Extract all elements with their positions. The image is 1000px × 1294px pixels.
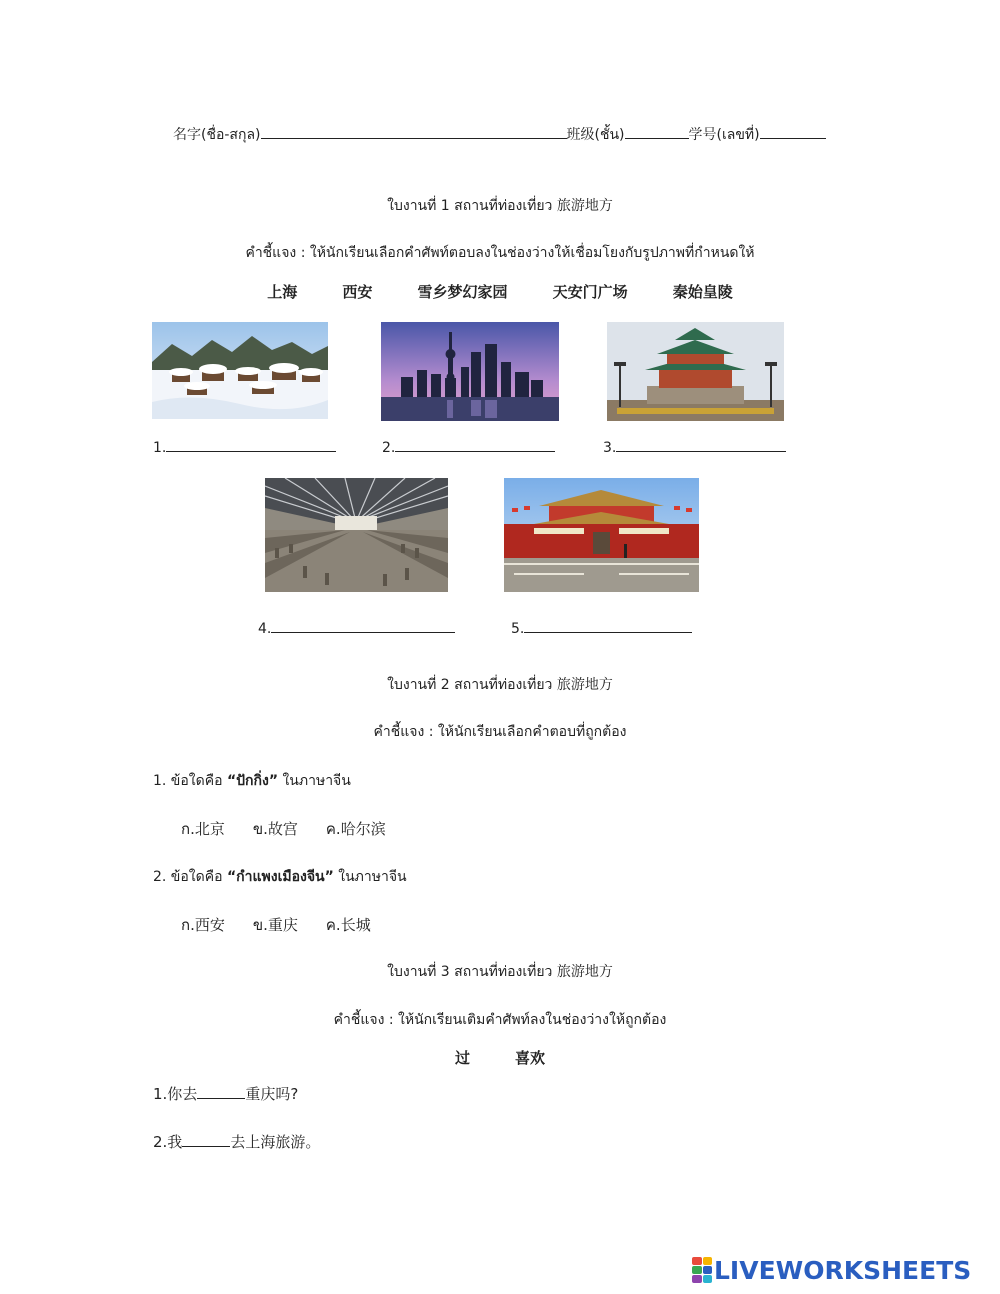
snow-village-photo (152, 322, 328, 419)
word-bank-item: 上海 (267, 283, 298, 301)
word-bank-item: 喜欢 (515, 1049, 546, 1067)
sentence-1 (153, 1084, 298, 1103)
question-keyword: “ปักกิ่ง” (226, 773, 279, 789)
answer-blank[interactable] (524, 618, 692, 633)
sheet3-word-bank (0, 1047, 1000, 1068)
sentence-blank[interactable] (197, 1084, 245, 1099)
word-bank-item: 过 (454, 1049, 470, 1067)
question-1-options (181, 820, 414, 838)
name-label: 名字(ชื่อ-สกุล) (173, 127, 261, 143)
sheet2-instruction: คำชี้แจง : ให้นักเรียนเลือกคำตอบที่ถูกต้อง (373, 724, 627, 740)
question-2-options (181, 916, 399, 934)
option-c[interactable]: ค.哈尔滨 (325, 820, 386, 838)
word-bank-item: 天安门广场 (552, 283, 628, 301)
answer-blank[interactable] (166, 437, 336, 452)
sheet3-title: ใบงานที่ 3 สถานที่ท่องเที่ยว 旅游地方 (387, 964, 613, 980)
word-bank-item: 西安 (342, 283, 373, 301)
sheet2-title: ใบงานที่ 2 สถานที่ท่องเที่ยว 旅游地方 (387, 677, 613, 693)
sentence-start: 2.我 (153, 1133, 183, 1151)
answer-number: 5. (511, 621, 525, 637)
answer-line-2 (382, 437, 555, 457)
word-bank-item: 雪乡梦幻家园 (417, 283, 508, 301)
answer-number: 4. (258, 621, 272, 637)
answer-number: 1. (153, 440, 167, 456)
bell-tower-photo (607, 322, 784, 421)
sentence-2 (153, 1132, 320, 1151)
question-1 (153, 772, 351, 790)
sheet1-word-bank (0, 281, 1000, 302)
answer-blank[interactable] (271, 618, 455, 633)
answer-line-1 (153, 437, 336, 457)
question-keyword: “กำแพงเมืองจีน” (226, 869, 334, 885)
answer-line-4 (258, 618, 455, 638)
class-blank[interactable] (625, 124, 689, 139)
answer-blank[interactable] (616, 437, 786, 452)
sentence-blank[interactable] (182, 1132, 230, 1147)
class-label: 班级(ชั้น) (566, 127, 625, 143)
logo-text: LIVEWORKSHEETS (714, 1255, 972, 1285)
answer-line-3 (603, 437, 786, 457)
question-suffix: ในภาษาจีน (333, 869, 407, 885)
question-prefix: 2. ข้อใดคือ (153, 869, 227, 885)
sheet1-instruction: คำชี้แจง : ให้นักเรียนเลือกคำศัพท์ตอบลงในช่องว่างให้เชื่อมโยงกับรูปภาพที่กำหนดให้ (245, 245, 755, 261)
sheet3-instruction: คำชี้แจง : ให้นักเรียนเติมคำศัพท์ลงในช่องว่างให้ถูกต้อง (333, 1012, 667, 1028)
sheet1-title: ใบงานที่ 1 สถานที่ท่องเที่ยว 旅游地方 (387, 198, 613, 214)
option-a[interactable]: ก.北京 (181, 820, 225, 838)
shanghai-skyline-photo (381, 322, 559, 421)
name-blank[interactable] (261, 124, 567, 139)
answer-line-5 (511, 618, 692, 638)
logo-mark-icon (692, 1257, 712, 1283)
tiananmen-photo (504, 478, 699, 592)
option-a[interactable]: ก.西安 (181, 916, 225, 934)
sentence-end: 重庆吗? (245, 1085, 299, 1103)
word-bank-item: 秦始皇陵 (672, 283, 733, 301)
option-b[interactable]: ข.重庆 (252, 916, 298, 934)
option-c[interactable]: ค.长城 (325, 916, 371, 934)
option-b[interactable]: ข.故宫 (252, 820, 298, 838)
liveworksheets-logo[interactable] (692, 1254, 971, 1286)
answer-number: 2. (382, 440, 396, 456)
terracotta-army-photo (265, 478, 448, 592)
number-blank[interactable] (760, 124, 826, 139)
answer-blank[interactable] (395, 437, 555, 452)
answer-number: 3. (603, 440, 617, 456)
number-label: 学号(เลขที่) (688, 127, 760, 143)
question-prefix: 1. ข้อใดคือ (153, 773, 227, 789)
sentence-start: 1.你去 (153, 1085, 198, 1103)
question-suffix: ในภาษาจีน (278, 773, 351, 789)
student-info-line (173, 124, 826, 144)
sentence-end: 去上海旅游。 (230, 1133, 321, 1151)
question-2 (153, 868, 407, 886)
